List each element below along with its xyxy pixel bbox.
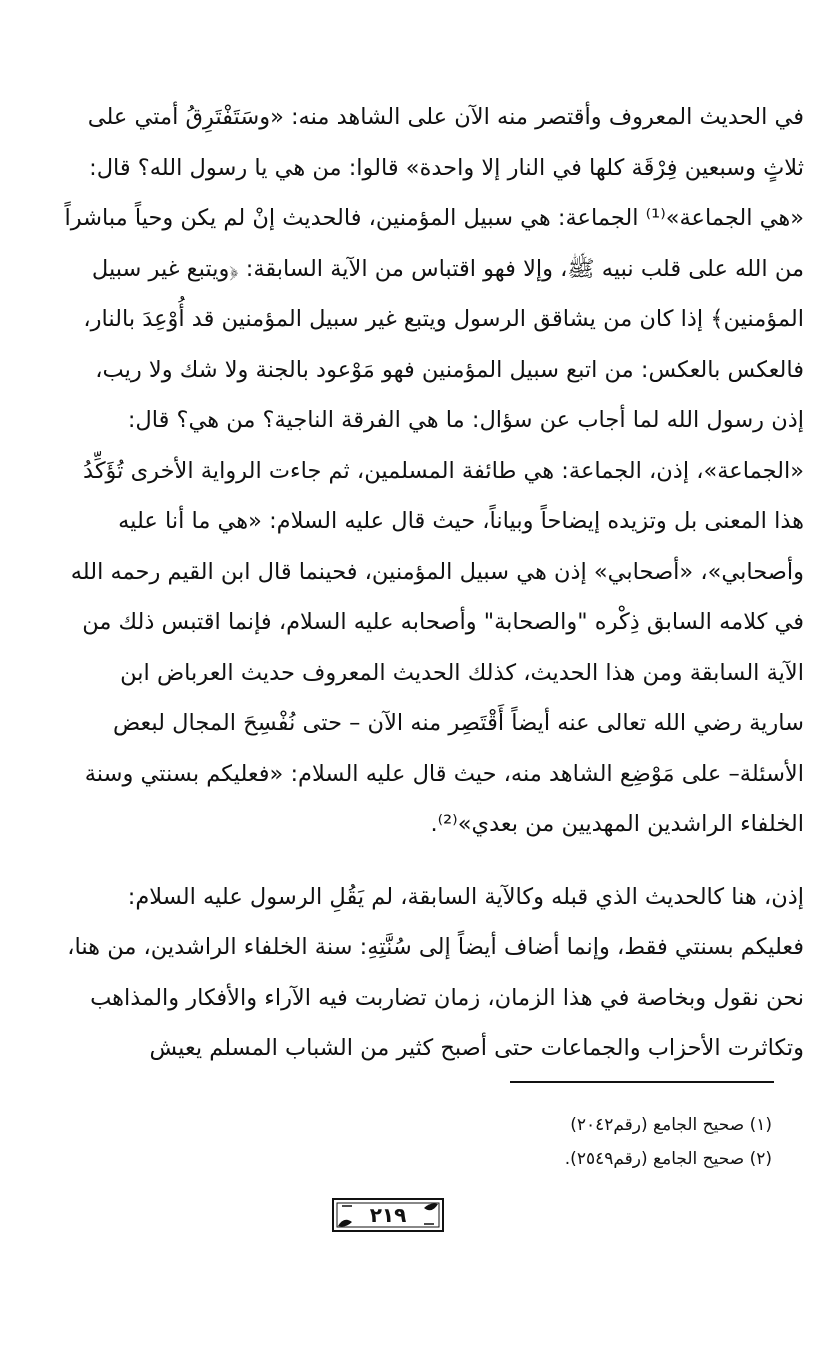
text-line: في الحديث المعروف وأقتصر منه الآن على الشاهد منه: «وسَتَفْتَرِقُ أمتي على (87, 104, 804, 130)
paragraph-2 (34, 872, 804, 1074)
text-line: الأسئلة– على مَوْضِع الشاهد منه، حيث قال عليه السلام: «فعليكم بسنتي وسنة (84, 760, 804, 787)
text-line: في كلامه السابق ذِكْره "والصحابة" وأصحابه عليه السلام، فإنما اقتبس ذلك من (82, 609, 804, 635)
page-number: ٢١٩ (369, 1203, 407, 1227)
text-line: وتكاثرت الأحزاب والجماعات حتى أصبح كثير من الشباب المسلم يعيش (149, 1035, 804, 1061)
text-line: هذا المعنى بل وتزيده إيضاحاً وبياناً، حيث قال عليه السلام: «هي ما أنا عليه (118, 508, 804, 534)
text-line: من الله على قلب نبيه ﷺ، وإلا فهو اقتباس من الآية السابقة: ﴿ويتبع غير سبيل (91, 255, 804, 282)
text-line: «هي الجماعة»⁽¹⁾ الجماعة: هي سبيل المؤمنين، فالحديث إنْ لم يكن وحياً مباشراً (64, 205, 804, 231)
text-line: المؤمنين﴾ إذا كان من يشاقق الرسول ويتبع غير سبيل المؤمنين قد أُوْعِدَ بالنار، (83, 306, 804, 332)
text-line: ثلاثٍ وسبعين فِرْقَة كلها في النار إلا واحدة» قالوا: من هي يا رسول الله؟ قال: (89, 154, 804, 181)
text-line: نحن نقول وبخاصة في هذا الزمان، زمان تضاربت فيه الآراء والأفكار والمذاهب (90, 984, 804, 1011)
paragraph-1 (34, 92, 804, 850)
text-line: «الجماعة»، إذن، الجماعة: هي طائفة المسلمين، ثم جاءت الرواية الأخرى تُؤَكِّدُ (83, 457, 804, 484)
text-line: سارية رضي الله تعالى عنه أيضاً أَقْتَصِر منه الآن – حتى نُفْسِحَ المجال لبعض (112, 710, 804, 736)
text-line: الآية السابقة ومن هذا الحديث، كذلك الحديث المعروف حديث العرباض ابن (120, 659, 804, 686)
footnote-1: (١) صحيح الجامع (رقم٢٠٤٢) (570, 1115, 772, 1135)
text-line: فالعكس بالعكس: من اتبع سبيل المؤمنين فهو مَوْعود بالجنة ولا شك ولا ريب، (95, 356, 804, 383)
text-line: إذن، هنا كالحديث الذي قبله وكالآية السابقة، لم يَقُلِ الرسول عليه السلام: (127, 883, 804, 910)
footnotes (300, 1108, 772, 1176)
footnote-divider (510, 1081, 774, 1083)
page-number-frame (330, 1196, 446, 1234)
body-text (34, 92, 804, 1074)
text-line: وأصحابي»، «أصحابي» إذن هي سبيل المؤمنين، فحينما قال ابن القيم رحمه الله (70, 558, 804, 585)
text-line: الخلفاء الراشدين المهديين من بعدي»⁽²⁾. (430, 811, 804, 837)
text-line: فعليكم بسنتي فقط، وإنما أضاف أيضاً إلى سُنَّتِهِ: سنة الخلفاء الراشدين، من هنا، (67, 934, 804, 960)
footnote-2: (٢) صحيح الجامع (رقم٢٥٤٩). (564, 1149, 772, 1169)
text-line: إذن رسول الله لما أجاب عن سؤال: ما هي الفرقة الناجية؟ من هي؟ قال: (127, 407, 804, 433)
